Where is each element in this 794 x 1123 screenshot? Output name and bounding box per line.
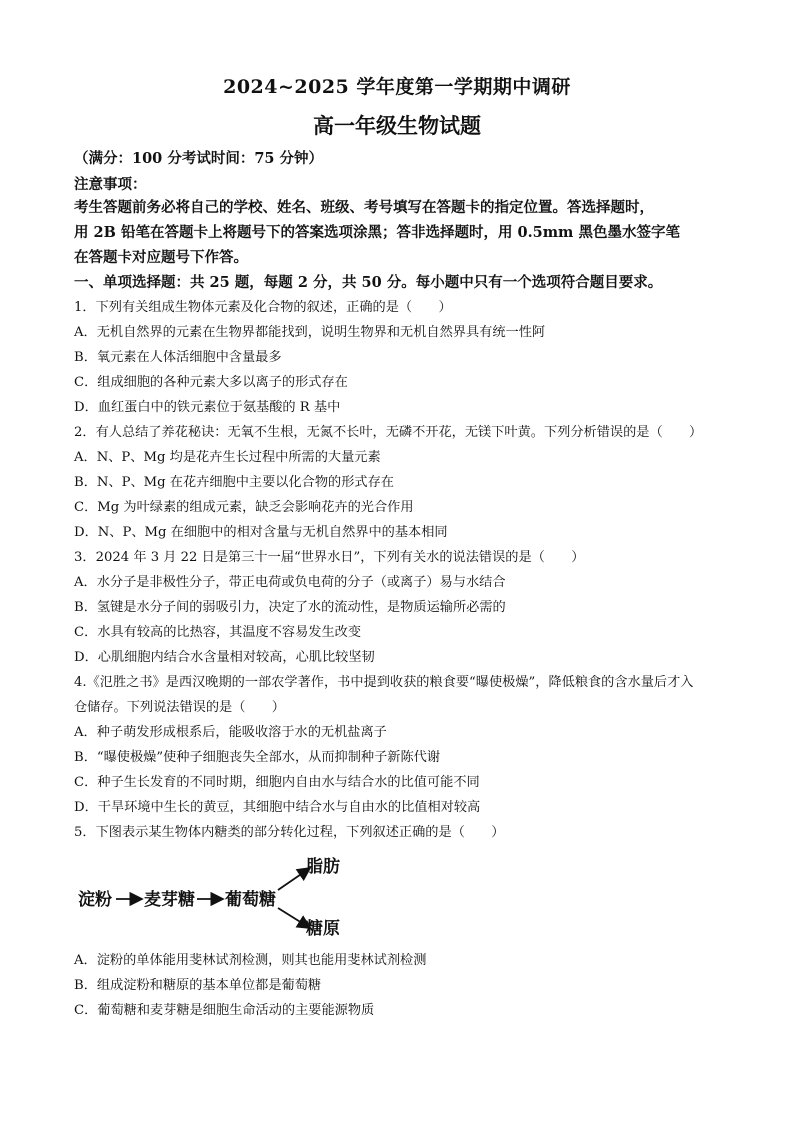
notice-title: 注意事项：	[74, 176, 147, 193]
notice-line: 在答题卡对应题号下作答。	[74, 249, 248, 266]
question-option: C．Mg 为叶绿素的组成元素，缺乏会影响花卉的光合作用	[74, 500, 414, 515]
sugar-conversion-diagram	[74, 848, 364, 940]
question-option: A．N、P、Mg 均是花卉生长过程中所需的大量元素	[74, 450, 381, 465]
question-option: D．N、P、Mg 在细胞中的相对含量与无机自然界中的基本相同	[74, 525, 448, 540]
question-option: C．葡萄糖和麦芽糖是细胞生命活动的主要能源物质	[74, 1003, 375, 1018]
question-option: A．种子萌发形成根系后，能吸收溶于水的无机盐离子	[74, 725, 387, 740]
node-fat: 脂肪	[306, 857, 340, 877]
question-option: D．干旱环境中生长的黄豆，其细胞中结合水与自由水的比值相对较高	[74, 800, 481, 815]
exam-meta: （满分：100 分考试时间：75 分钟）	[74, 150, 324, 167]
question-option: C．组成细胞的各种元素大多以离子的形式存在	[74, 375, 348, 390]
exam-title: 2024~2025 学年度第一学期期中调研	[223, 76, 571, 98]
question-option: B．氢键是水分子间的弱吸引力，决定了水的流动性，是物质运输所必需的	[74, 600, 506, 615]
node-glycogen: 糖原	[306, 919, 340, 939]
exam-subtitle: 高一年级生物试题	[313, 113, 481, 138]
question-option: C．种子生长发育的不同时期，细胞内自由水与结合水的比值可能不同	[74, 775, 480, 790]
question-option: B．“曝使极燥”使种子细胞丧失全部水，从而抑制种子新陈代谢	[74, 750, 441, 765]
question-option: A．水分子是非极性分子，带正电荷或负电荷的分子（或离子）易与水结合	[74, 575, 506, 590]
sugar-conversion-svg	[74, 848, 364, 940]
notice-line: 用 2B 铅笔在答题卡上将题号下的答案选项涂黑；答非选择题时，用 0.5mm 黑色墨水签字笔	[74, 224, 680, 241]
section-heading: 一、单项选择题：共 25 题，每题 2 分，共 50 分。每小题中只有一个选项符合题目要求。	[74, 274, 663, 291]
question-option: D．血红蛋白中的铁元素位于氨基酸的 R 基中	[74, 400, 341, 415]
question-stem: 2．有人总结了养花秘诀：无氧不生根，无氮不长叶，无磷不开花，无镁下叶黄。下列分析错误的是（ ）	[74, 425, 703, 440]
question-option: B．组成淀粉和糖原的基本单位都是葡萄糖	[74, 978, 322, 993]
question-option: B．N、P、Mg 在花卉细胞中主要以化合物的形式存在	[74, 475, 394, 490]
question-option: D．心肌细胞内结合水含量相对较高，心肌比较坚韧	[74, 650, 375, 665]
question-stem: 5．下图表示某生物体内糖类的部分转化过程，下列叙述正确的是（ ）	[74, 825, 505, 840]
question-stem-continued: 仓储存。下列说法错误的是（ ）	[74, 700, 285, 715]
question-option: C．水具有较高的比热容，其温度不容易发生改变	[74, 625, 362, 640]
question-stem: 3．2024 年 3 月 22 日是第三十一届“世界水日”，下列有关水的说法错误的是（ ）	[74, 550, 585, 565]
question-stem: 4.《氾胜之书》是西汉晚期的一部农学著作，书中提到收获的粮食要“曝使极燥”，降低粮食的含水量后才入	[74, 675, 694, 690]
question-stem: 1．下列有关组成生物体元素及化合物的叙述，正确的是（ ）	[74, 300, 452, 315]
node-glucose: 葡萄糖	[225, 890, 276, 910]
question-option: A．淀粉的单体能用斐林试剂检测，则其也能用斐林试剂检测	[74, 953, 427, 968]
node-maltose: 麦芽糖	[144, 890, 195, 910]
question-option: B．氧元素在人体活细胞中含量最多	[74, 350, 282, 365]
question-option: A．无机自然界的元素在生物界都能找到，说明生物界和无机自然界具有统一性阿	[74, 325, 546, 340]
notice-line: 考生答题前务必将自己的学校、姓名、班级、考号填写在答题卡的指定位置。答选择题时，	[74, 199, 654, 216]
node-starch: 淀粉	[78, 890, 112, 910]
